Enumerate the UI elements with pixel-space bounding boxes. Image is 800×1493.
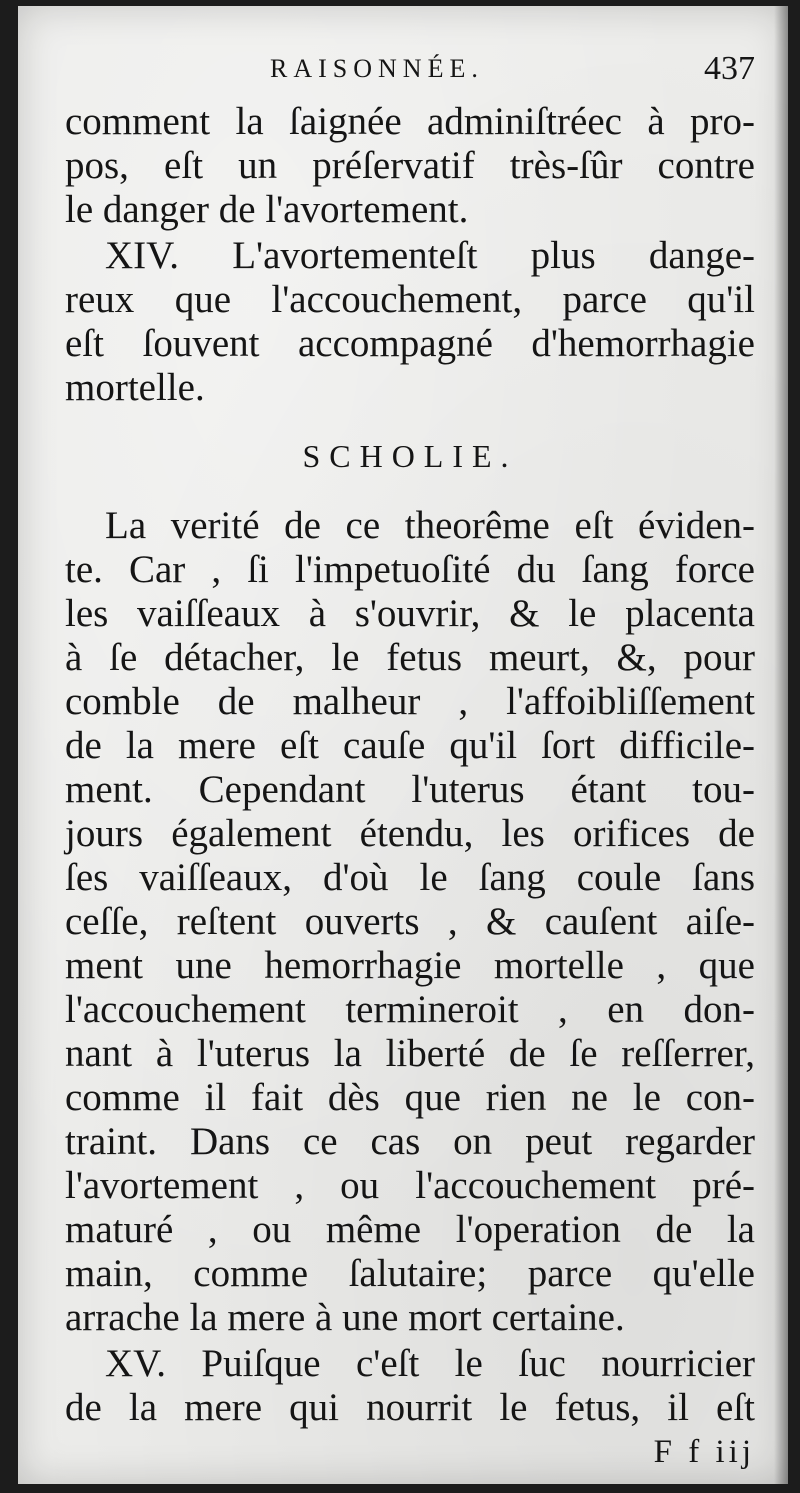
text-line: l'avortement , ou l'accouchement pré- [65,1164,755,1207]
text-line: maturé , ou même l'operation de la [65,1208,755,1251]
text-line: le danger de l'avortement. [65,188,469,231]
text-line: comment la ſaignée adminiſtréec à pro- [65,100,755,143]
text-line: reux que l'accouchement, parce qu'il [65,278,755,321]
text-line: XIV. L'avortementeſt plus dange- [105,234,755,277]
text-line: ſes vaiſſeaux, d'où le ſang coule ſans [65,856,755,899]
text-line: te. Car , ſi l'impetuoſité du ſang force [65,548,755,591]
text-line: ment. Cependant l'uterus étant tou- [65,768,755,811]
section-heading: SCHOLIE. [302,438,518,474]
text-line: de la mere qui nourrit le fetus, il eſt [65,1386,755,1429]
text-line: comble de malheur , l'affoibliſſement [65,680,755,723]
text-line: jours également étendu, les orifices de [65,812,755,855]
signature-mark: F f iij [653,1434,755,1470]
text-line: comme il fait dès que rien ne le con- [65,1076,755,1119]
text-line: mortelle. [65,366,205,409]
text-line: eſt ſouvent accompagné d'hemorrhagie [65,322,755,365]
text-line: pos, eſt un préſervatif très-ſûr contre [65,144,755,187]
text-line: ment une hemorrhagie mortelle , que [65,944,755,987]
text-line: XV. Puiſque c'eſt le ſuc nourricier [105,1342,755,1385]
text-line: nant à l'uterus la liberté de ſe reſſerrer, [65,1032,755,1075]
text-line: arrache la mere à une mort certaine. [65,1296,625,1339]
text-line: de la mere eſt cauſe qu'il ſort difficile- [65,724,755,767]
running-head [65,50,755,94]
text-line: l'accouchement termineroit , en don- [65,988,755,1031]
page-edge-shadow [774,6,788,1484]
page-number: 437 [704,50,755,87]
book-page [18,6,788,1484]
text-line: main, comme ſalutaire; parce qu'elle [65,1252,755,1295]
running-title: RAISONNÉE. [270,54,484,83]
text-line: traint. Dans ce cas on peut regarder [65,1120,755,1163]
text-line: à ſe détacher, le fetus meurt, &, pour [65,636,755,679]
text-line: les vaiſſeaux à s'ouvrir, & le placenta [65,592,755,635]
text-line: La verité de ce theorême eſt éviden- [105,504,755,547]
text-line: ceſſe, reſtent ouverts , & cauſent aiſe- [65,900,755,943]
